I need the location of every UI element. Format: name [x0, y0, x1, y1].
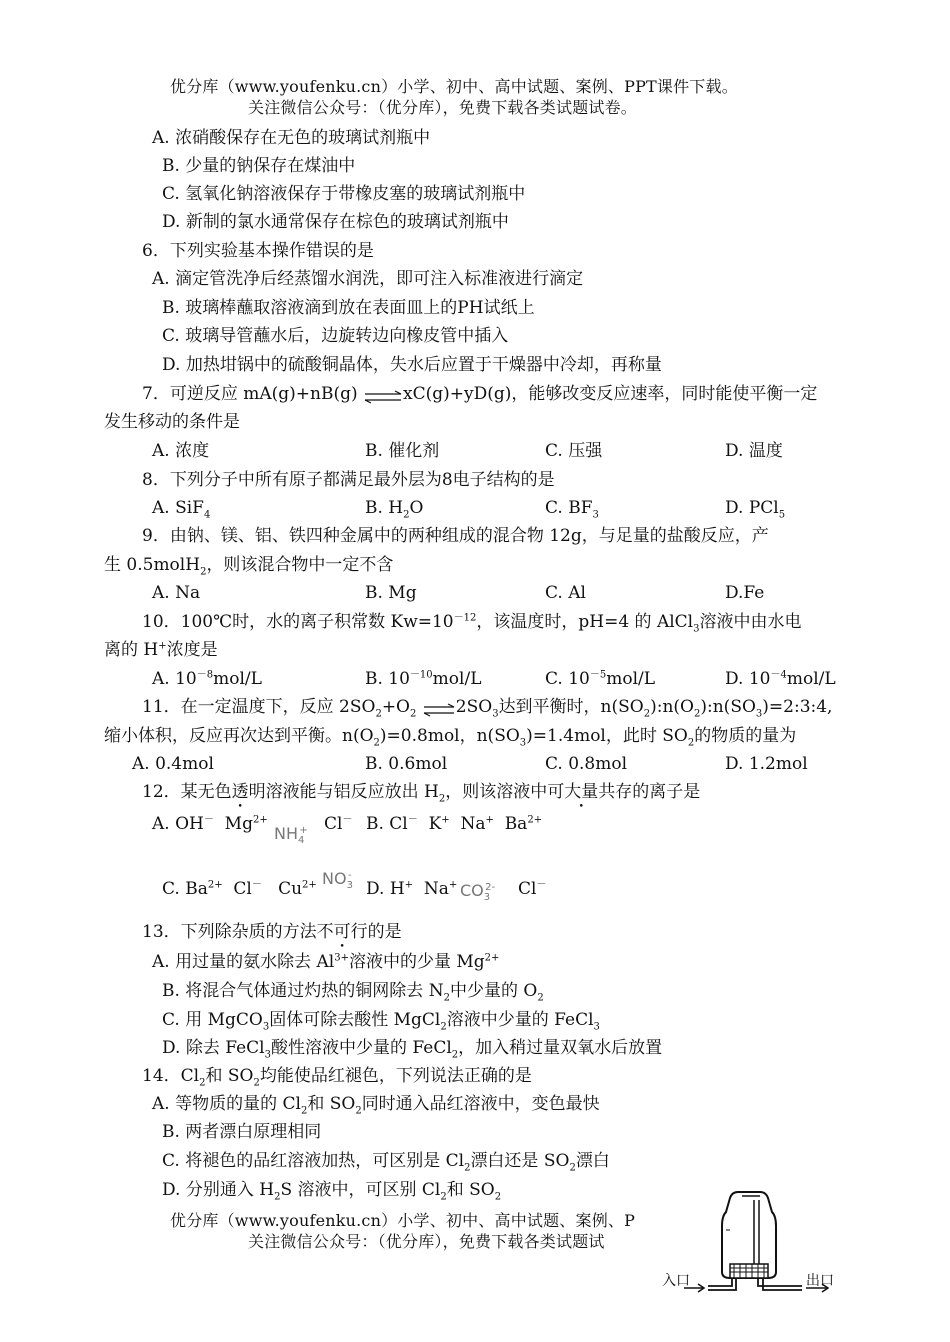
q7-stem-2: 发生移动的条件是	[104, 412, 240, 432]
q12-option-d: D. H+ Na+	[366, 879, 458, 899]
q11-option-d: D. 1.2mol	[725, 754, 808, 774]
q8-option-c: C. $BF_3$	[545, 498, 599, 521]
q10-option-d: D. $10^{-4}mol/L$	[725, 669, 836, 689]
q9-option-c: C. Al	[545, 583, 586, 603]
q5-option-a: A. 浓硝酸保存在无色的玻璃试剂瓶中	[152, 128, 431, 148]
equilibrium-arrow-icon	[422, 701, 456, 715]
q12-stem: 12．某无色透明溶液能与铝反应放出 $H_2$，则该溶液中可大量共存的离子是	[142, 782, 701, 805]
footer-line-1: 优分库（www.youfenku.cn）小学、初中、高中试题、案例、P	[170, 1211, 636, 1230]
q10-stem-1: 10．100℃时，水的离子积常数 $Kw=10^{-12}$，该温度时，pH=4 的 AlCl$_3$溶液中由水电	[142, 612, 802, 635]
q10-stem-2: 离的 H+浓度是	[104, 640, 218, 660]
q9-option-b: B. Mg	[365, 583, 417, 603]
q11-option-a: A. 0.4mol	[132, 754, 214, 774]
q8-option-a: A. SiF$_4$	[152, 498, 211, 521]
inlet-label: 入口	[662, 1273, 690, 1289]
q8-stem: 8．下列分子中所有原子都满足最外层为8电子结构的是	[142, 470, 555, 490]
ammonium-ion: $NH_4^+$	[274, 824, 308, 847]
q12-option-a-cl: Cl－	[324, 814, 353, 834]
q13-option-b: B. 将混合气体通过灼热的铜网除去 $N_2$中少量的 $O_2$	[162, 981, 544, 1004]
q6-stem: 6．下列实验基本操作错误的是	[142, 241, 374, 261]
q14-option-c: C. 将褪色的品红溶液加热，可区别是 $Cl_2$漂白还是 $SO_2$漂白	[162, 1151, 610, 1174]
q13-stem: 13．下列除杂质的方法不可行的是	[142, 922, 402, 942]
q8-option-d: D. PCl$_5$	[725, 498, 786, 521]
carbonate-ion: $CO_3^{2-}$	[460, 881, 496, 904]
q10-option-b: B. $10^{-10}mol/L$	[365, 669, 482, 689]
q6-option-c: C. 玻璃导管蘸水后，边旋转边向橡皮管中插入	[162, 326, 509, 346]
q9-option-d: D.Fe	[725, 583, 765, 603]
q7-option-b: B. 催化剂	[365, 441, 440, 461]
q5-option-c: C. 氢氧化钠溶液保存于带橡皮塞的玻璃试剂瓶中	[162, 184, 526, 204]
q9-option-a: A. Na	[152, 583, 201, 603]
q12-option-a: A. OH－ $Mg^{2+}$	[152, 814, 268, 834]
q13-option-d: D. 除去 FeCl$_3$酸性溶液中少量的 FeCl$_2$，加入稍过量双氧水后放置	[162, 1038, 663, 1061]
q10-option-c: C. $10^{-5}mol/L$	[545, 669, 656, 689]
q8-option-b: B. $H_2O$	[365, 498, 424, 521]
q5-option-d: D. 新制的氯水通常保存在棕色的玻璃试剂瓶中	[162, 212, 509, 232]
footer-line-2: 关注微信公众号：（优分库），免费下载各类试题试	[248, 1232, 605, 1251]
q7-option-c: C. 压强	[545, 441, 603, 461]
q12-option-d-cl: Cl－	[518, 879, 547, 899]
header-line-1: 优分库（www.youfenku.cn）小学、初中、高中试题、案例、PPT课件下载。	[170, 77, 738, 96]
q10-option-a: A. $10^{-8}mol/L$	[152, 669, 262, 689]
q5-option-b: B. 少量的钠保存在煤油中	[162, 156, 356, 176]
q11-option-c: C. 0.8mol	[545, 754, 628, 774]
q14-option-a: A. 等物质的量的 $Cl_2$和 $SO_2$同时通入品红溶液中，变色最快	[152, 1094, 600, 1117]
q6-option-d: D. 加热坩锅中的硫酸铜晶体，失水后应置于干燥器中冷却，再称量	[162, 355, 662, 375]
q14-option-d: D. 分别通入 $H_2S$ 溶液中，可区别 $Cl_2$和 $SO_2$	[162, 1180, 502, 1203]
q9-stem-2: 生 0.5molH$_2$，则该混合物中一定不含	[104, 555, 394, 578]
outlet-label: 出口	[806, 1273, 834, 1289]
q12-option-c: C. $Ba^{2+}$ Cl－ $Cu^{2+}$	[162, 879, 317, 899]
q11-option-b: B. 0.6mol	[365, 754, 448, 774]
q7-option-a: A. 浓度	[152, 441, 210, 461]
q13-option-a: A. 用过量的氨水除去 $Al^{3+}$溶液中的少量 $Mg^{2+}$	[152, 952, 500, 972]
q11-stem-1: 11．在一定温度下，反应 $2SO_2+O_2$ $2SO_3$达到平衡时，$n(SO_2):n(O_2):n(SO_3)=2:3:4$,	[142, 697, 833, 720]
q6-option-b: B. 玻璃棒蘸取溶液滴到放在表面皿上的PH试纸上	[162, 298, 535, 318]
q14-option-b: B. 两者漂白原理相同	[162, 1122, 322, 1142]
header-line-2: 关注微信公众号：（优分库），免费下载各类试题试卷。	[248, 98, 638, 117]
q7-option-d: D. 温度	[725, 441, 783, 461]
q6-option-a: A. 滴定管洗净后经蒸馏水润洗，即可注入标准液进行滴定	[152, 269, 584, 289]
q14-stem: 14．$Cl_2$和 $SO_2$均能使品红褪色，下列说法正确的是	[142, 1066, 532, 1089]
q11-stem-2: 缩小体积，反应再次达到平衡。$n(O_2)=0.8mol$，$n(SO_3)=1.4mol$，此时 $SO_2$的物质的量为	[104, 726, 797, 749]
nitrate-ion: $NO_3^-$	[322, 869, 353, 892]
q13-option-c: C. 用 MgCO$_3$固体可除去酸性 MgCl$_2$溶液中少量的 FeCl$_3$	[162, 1010, 600, 1033]
equilibrium-arrow-icon	[363, 388, 403, 402]
q12-option-b: B. Cl－ K+ Na+ $Ba^{2+}$	[366, 814, 543, 834]
q9-stem-1: 9．由钠、镁、铝、铁四种金属中的两种组成的混合物 12g，与足量的盐酸反应，产	[142, 526, 769, 546]
q7-stem: 7．可逆反应 mA(g)+nB(g) xC(g)+yD(g)，能够改变反应速率，同时能使平衡一定	[142, 384, 818, 404]
